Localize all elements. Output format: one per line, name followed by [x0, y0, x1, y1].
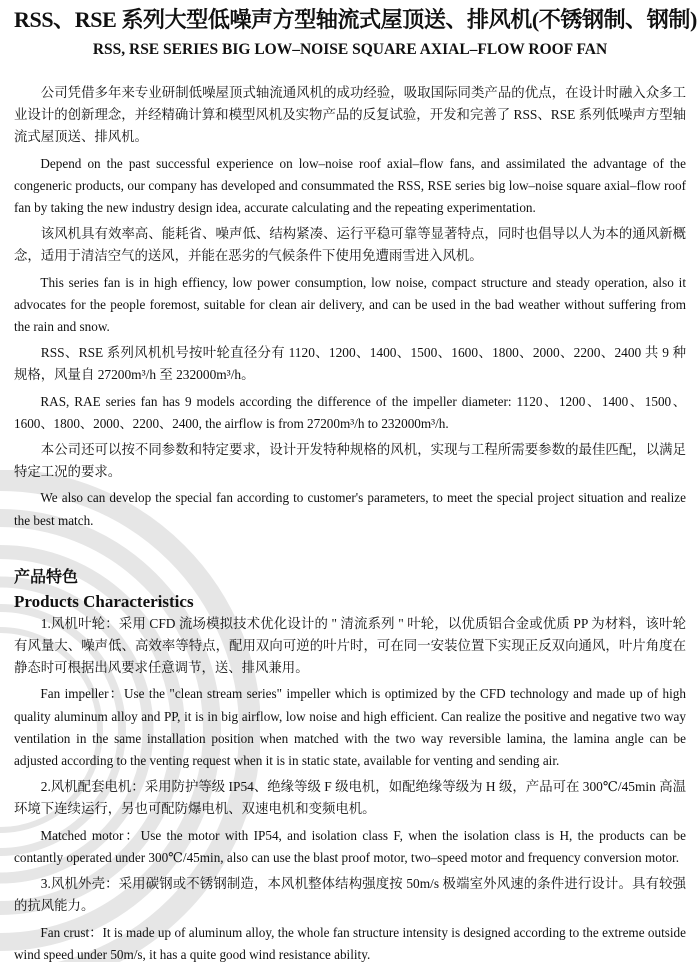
section-heading-cn: 产品特色	[14, 568, 79, 586]
custom-paragraph-cn: 本公司还可以按不同参数和特定要求，设计开发特种规格的风机，实现与工程所需要参数的最佳匹配，以满足特定工况的要求。	[14, 442, 686, 480]
custom-paragraph-en: We also can develop the special fan according to customer's parameters, to meet the special project situation and realize the best match.	[14, 490, 686, 528]
page-title-english: RSS, RSE SERIES BIG LOW–NOISE SQUARE AXIAL–FLOW ROOF FAN	[92, 41, 608, 58]
document-content	[0, 6, 700, 962]
features-paragraph-cn: 该风机具有效率高、能耗省、噪声低、结构紧凑、运行平稳可靠等显著特点，同时也倡导以人为本的通风新概念，适用于清洁空气的送风，并能在恶劣的气候条件下使用免遭雨雪进入风机。	[14, 226, 686, 264]
motor-paragraph-cn: 2.风机配套电机：采用防护等级 IP54、绝缘等级 F 级电机，如配绝缘等级为 H 级，产品可在 300℃/45min 高温环境下连续运行，另也可配防爆电机、双速电机和变频电机。	[14, 779, 686, 817]
models-paragraph-en: RAS, RAE series fan has 9 models according the difference of the impeller diameter: 1120、1200、1400、1500、1600、1800、2000、2200、2400, the airflow is from 27200m³/h to 232000m³/h.	[14, 393, 686, 431]
features-paragraph-en: This series fan is in high effiency, low power consumption, low noise, compact structure and steady operation, also it advocates for the people foremost, suitable for clean air delivery, and can be used in the bad weather without suffering from the rain and snow.	[14, 274, 686, 335]
impeller-paragraph-cn: 1.风机叶轮：采用 CFD 流场模拟技术优化设计的 " 清流系列 " 叶轮，以优质铝合金或优质 PP 为材料，该叶轮有风量大、噪声低、高效率等特点，配用双向可逆的叶片时，可在同一安装位置下实现正反双向通风，叶片角度在静态时可根据出风要求任意调节，送、排风兼用。	[14, 615, 686, 676]
intro-section	[14, 82, 686, 532]
motor-paragraph-en: Matched motor：Use the motor with IP54, and isolation class F, when the isolation class is H, the products can be contantly operated under 300℃/45min, also can use the blast proof motor, two–speed motor and frequency conversion motor.	[14, 827, 686, 865]
page-title-chinese: RSS、RSE 系列大型低噪声方型轴流式屋顶送、排风机(不锈钢制、钢制)	[14, 7, 697, 32]
characteristics-section	[14, 566, 686, 962]
models-paragraph-cn: RSS、RSE 系列风机机号按叶轮直径分有 1120、1200、1400、1500、1600、1800、2000、2200、2400 共 9 种规格，风量自 27200m³/h 至 232000m³/h。	[14, 345, 686, 383]
impeller-paragraph-en: Fan impeller：Use the "clean stream series" impeller which is optimized by the CFD technology and made up of high quality aluminum alloy and PP, it is in big airflow, low noise and high efficient. Can realize the positive and negative two way ventilation in the same installation position when matched with the two way reversible lamina, the lamina angle can be adjusted according to the venting request when it is in static state, available for venting and sending air.	[14, 686, 686, 769]
intro-paragraph-cn: 公司凭借多年来专业研制低噪屋顶式轴流通风机的成功经验，吸取国际同类产品的优点，在设计时融入众多工业设计的创新理念，并经精确计算和模型风机及实物产品的反复试验，开发和完善了 RSS、RSE 系列低噪声方型轴流式屋顶送、排风机。	[14, 85, 686, 145]
crust-paragraph-cn: 3.风机外壳：采用碳钢或不锈钢制造，本风机整体结构强度按 50m/s 极端室外风速的条件进行设计。具有较强的抗风能力。	[14, 876, 686, 914]
crust-paragraph-en: Fan crust：It is made up of aluminum alloy, the whole fan structure intensity is designed according to the extreme outside wind speed under 50m/s, it has a quite good wind resistance ability.	[14, 924, 686, 962]
intro-paragraph-en: Depend on the past successful experience on low–noise roof axial–flow fans, and assimilated the advantage of the congeneric products, our company has developed and consummated the RSS, RSE series big low–noise square axial–flow roof fan by taking the new industry design idea, accurate calculating and the repeating experimentation.	[14, 155, 686, 216]
section-heading-en: Products Characteristics	[14, 591, 194, 611]
